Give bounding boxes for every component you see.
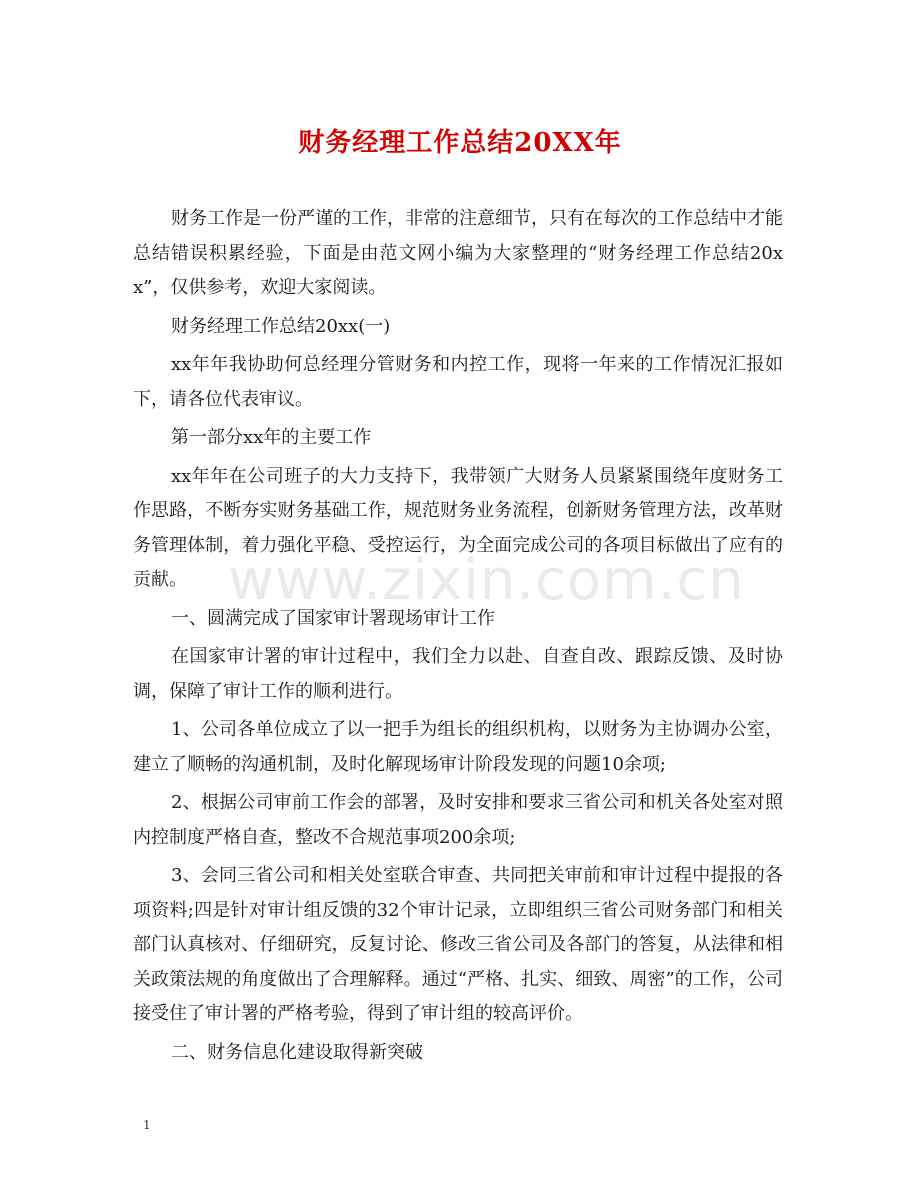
- paragraph-subtitle: 财务经理工作总结20xx(一): [171, 315, 391, 337]
- paragraph: xx年年我协助何总经理分管财务和内控工作，现将一年来的工作情况汇报如下，请各位代表审议。: [133, 354, 783, 410]
- section-heading: 二、财务信息化建设取得新突破: [171, 1041, 423, 1063]
- watermark: www.zixin.com.cn: [228, 548, 745, 613]
- document-title: 财务经理工作总结20XX年: [298, 128, 622, 158]
- section-heading: 一、圆满完成了国家审计署现场审计工作: [171, 607, 495, 629]
- page-number: 1: [143, 1118, 151, 1132]
- list-item: 1、公司各单位成立了以一把手为组长的组织机构，以财务为主协调办公室，建立了顺畅的沟通机制，及时化解现场审计阶段发现的问题10余项;: [133, 719, 783, 775]
- paragraph-intro: 财务工作是一份严谨的工作，非常的注意细节，只有在每次的工作总结中才能总结错误积累经验，下面是由范文网小编为大家整理的“财务经理工作总结20xx”，仅供参考，欢迎大家阅读。: [133, 208, 783, 298]
- section-heading: 第一部分xx年的主要工作: [171, 427, 372, 448]
- paragraph: 在国家审计署的审计过程中，我们全力以赴、自查自改、跟踪反馈、及时协调，保障了审计工作的顺利进行。: [133, 646, 783, 702]
- list-item: 2、根据公司审前工作会的部署，及时安排和要求三省公司和机关各处室对照内控制度严格自查，整改不合规范事项200余项;: [133, 792, 783, 848]
- list-item: 3、会同三省公司和相关处室联合审查、共同把关审前和审计过程中提报的各项资料;四是针对审计组反馈的32个审计记录，立即组织三省公司财务部门和相关部门认真核对、仔细研究，反复讨论、修改三省公司及各部门的答复，从法律和相关政策法规的角度做出了合理解释。通过“严格、扎实、细致、周密”的工作，公司接受住了审计署的严格考验，得到了审计组的较高评价。: [133, 865, 783, 1024]
- document-body: [133, 202, 783, 1074]
- paragraph: xx年年在公司班子的大力支持下，我带领广大财务人员紧紧围绕年度财务工作思路，不断夯实财务基础工作，规范财务业务流程，创新财务管理方法，改革财务管理体制，着力强化平稳、受控运行，为全面完成公司的各项目标做出了应有的贡献。: [133, 465, 783, 590]
